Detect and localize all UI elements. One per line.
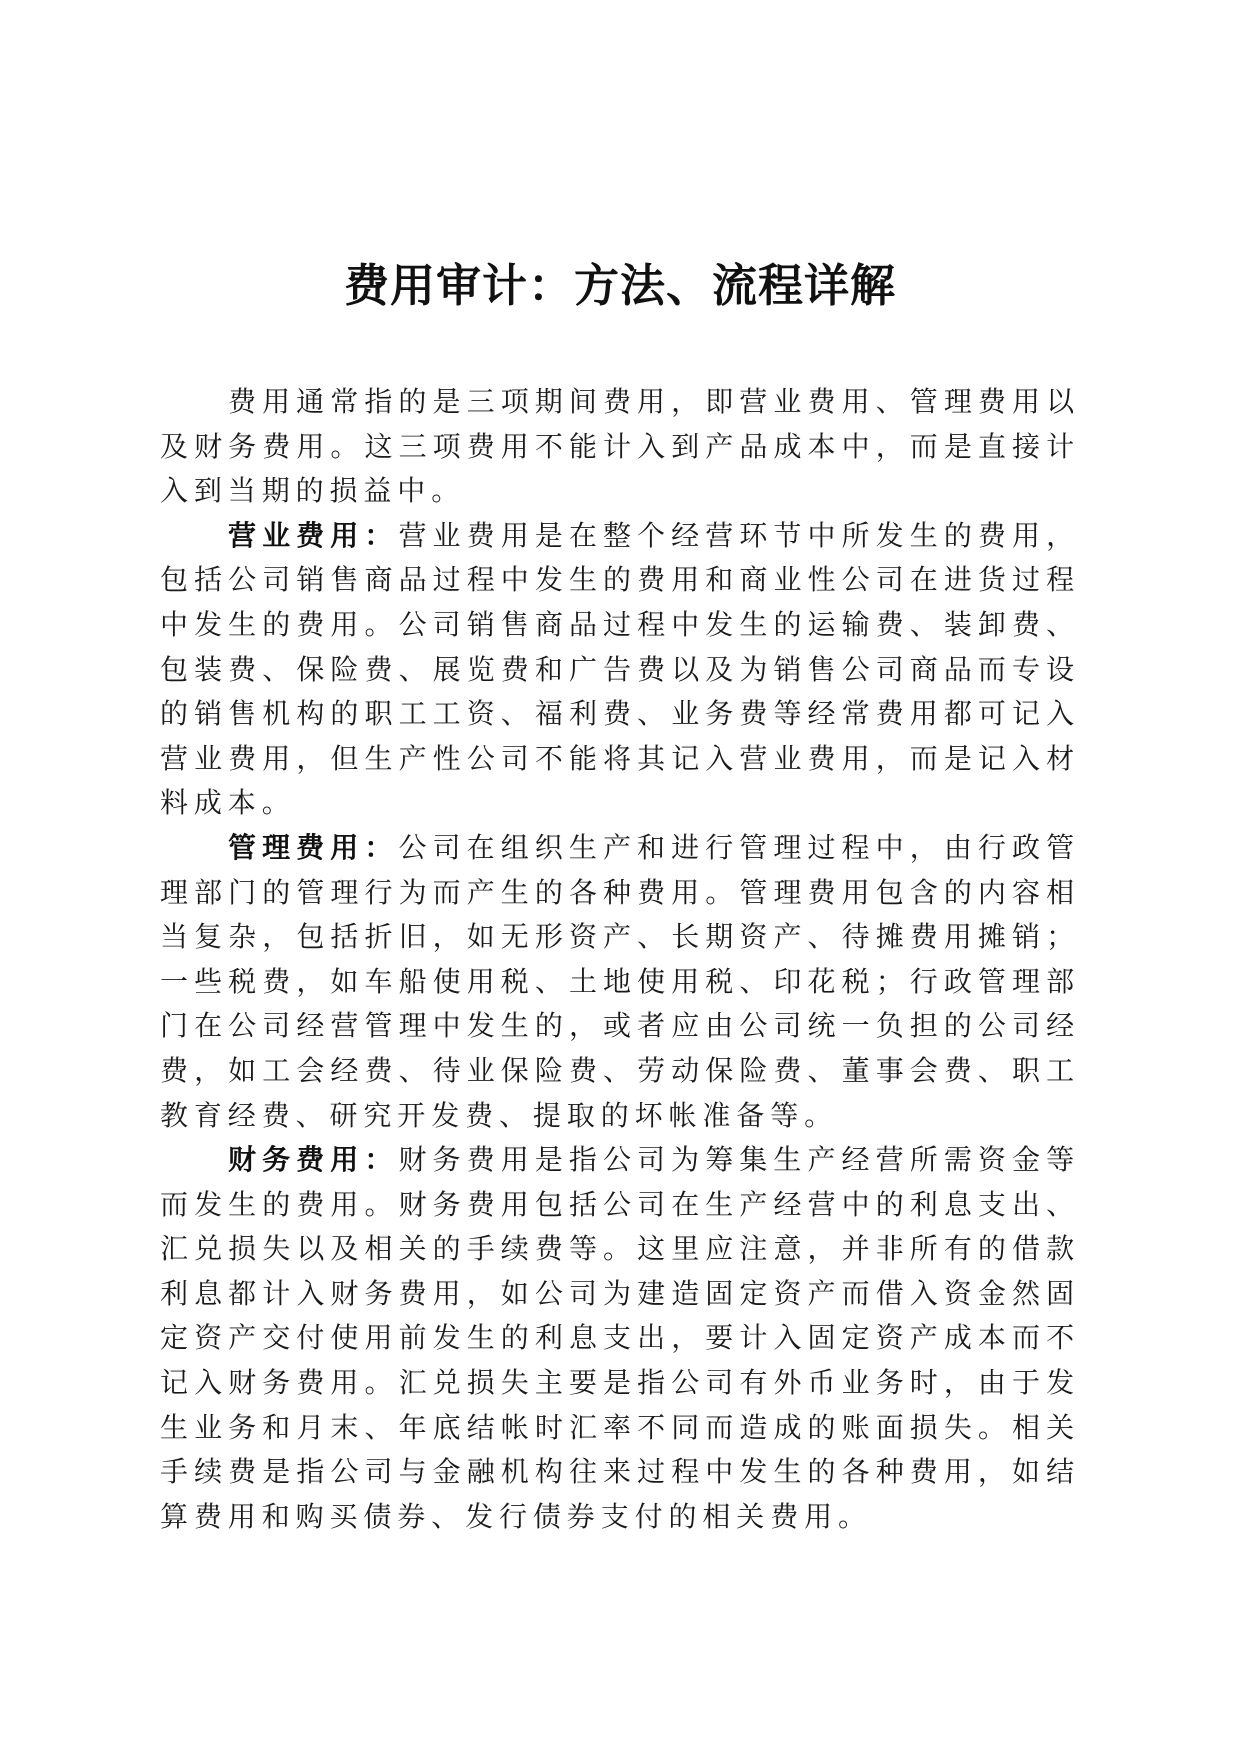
- finance-expense-label: 财务费用：: [228, 1143, 399, 1177]
- admin-expense-text: 公司在组织生产和进行管理过程中，由行政管理部门的管理行为而产生的各种费用。管理费用包含的内容相当复杂，包括折旧，如无形资产、长期资产、待摊费用摊销；一些税费，如车船使用税、土地使用税、印花税；行政管理部门在公司经营管理中发生的，或者应由公司统一负担的公司经费，如工会经费、待业保险费、劳动保险费、董事会费、职工教育经费、研究开发费、提取的坏帐准备等。: [160, 830, 1080, 1132]
- sales-expense-label: 营业费用：: [228, 518, 399, 552]
- finance-expense-paragraph: [160, 1138, 1080, 1539]
- admin-expense-label: 管理费用：: [228, 830, 399, 864]
- admin-expense-paragraph: [160, 826, 1080, 1138]
- finance-expense-text: 财务费用是指公司为筹集生产经营所需资金等而发生的费用。财务费用包括公司在生产经营中的利息支出、汇兑损失以及相关的手续费等。这里应注意，并非所有的借款利息都计入财务费用，如公司为建造固定资产而借入资金然固定资产交付使用前发生的利息支出，要计入固定资产成本而不记入财务费用。汇兑损失主要是指公司有外币业务时，由于发生业务和月末、年底结帐时汇率不同而造成的账面损失。相关手续费是指公司与金融机构往来过程中发生的各种费用，如结算费用和购买债券、发行债券支付的相关费用。: [160, 1143, 1080, 1533]
- sales-expense-text: 营业费用是在整个经营环节中所发生的费用，包括公司销售商品过程中发生的费用和商业性公司在进货过程中发生的费用。公司销售商品过程中发生的运输费、装卸费、包装费、保险费、展览费和广告费以及为销售公司商品而专设的销售机构的职工工资、福利费、业务费等经常费用都可记入营业费用，但生产性公司不能将其记入营业费用，而是记入材料成本。: [160, 518, 1080, 820]
- document-title: 费用审计：方法、流程详解: [343, 259, 896, 312]
- document-body: [160, 380, 1080, 1539]
- intro-paragraph: 费用通常指的是三项期间费用，即营业费用、管理费用以及财务费用。这三项费用不能计入到产品成本中，而是直接计入到当期的损益中。: [160, 385, 1080, 508]
- sales-expense-paragraph: [160, 514, 1080, 826]
